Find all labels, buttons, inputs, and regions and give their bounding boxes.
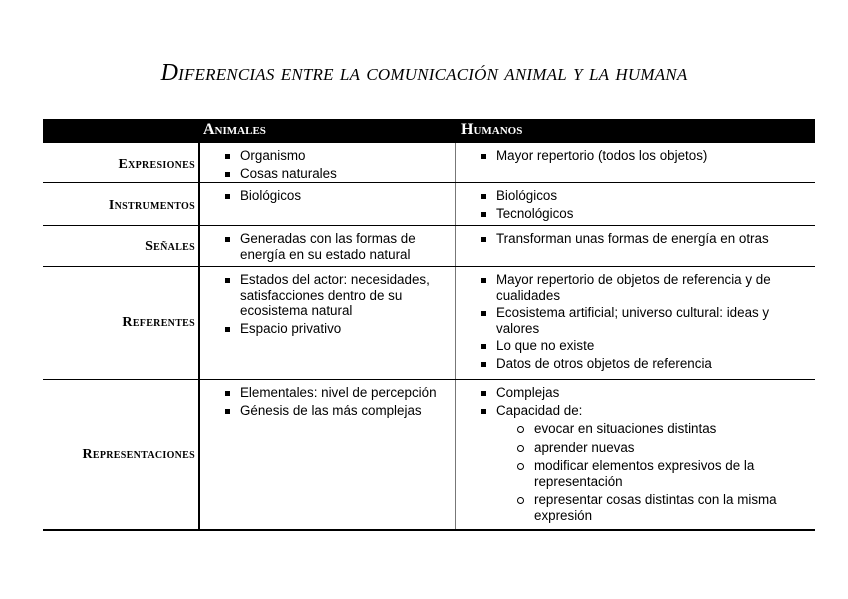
animales-cell <box>198 143 455 182</box>
list-item: Tecnológicos <box>456 206 814 222</box>
row-label: Expresiones <box>118 157 195 172</box>
list-item: Génesis de las más complejas <box>200 403 455 419</box>
humanos-cell <box>455 380 814 529</box>
sub-list-item: aprender nuevas <box>456 440 814 456</box>
row-label: Referentes <box>122 315 195 330</box>
table-row-representaciones <box>43 380 815 531</box>
sub-list-item: representar cosas distintas con la misma expresión <box>456 492 814 523</box>
animales-cell <box>198 183 455 225</box>
list-item: Elementales: nivel de percepción <box>200 385 455 401</box>
animales-cell <box>198 267 455 379</box>
humanos-cell <box>455 183 814 225</box>
animales-cell <box>198 226 455 266</box>
list-item: Datos de otros objetos de referencia <box>456 356 814 372</box>
list-item: Espacio privativo <box>200 321 455 337</box>
list-item: Mayor repertorio (todos los objetos) <box>456 148 814 164</box>
list-item: Generadas con las formas de energía en su estado natural <box>200 231 455 262</box>
table-row-referentes <box>43 267 815 380</box>
table-row-expresiones <box>43 143 815 183</box>
header-animales: Animales <box>203 121 266 138</box>
table-header <box>43 119 815 143</box>
row-label: Representaciones <box>82 447 195 462</box>
list-item: Biológicos <box>456 188 814 204</box>
header-humanos: Humanos <box>461 121 523 138</box>
page-title: Diferencias entre la comunicación animal y la humana <box>160 60 688 86</box>
humanos-cell <box>455 267 814 379</box>
humanos-cell <box>455 143 814 182</box>
list-item: Biológicos <box>200 188 455 204</box>
list-item: Transforman unas formas de energía en otras <box>456 231 814 247</box>
sub-list-item: modificar elementos expresivos de la representación <box>456 458 814 489</box>
humanos-cell <box>455 226 814 266</box>
list-item: Lo que no existe <box>456 338 814 354</box>
row-label: Instrumentos <box>108 198 195 213</box>
list-item: Cosas naturales <box>200 166 455 182</box>
table-row-senales <box>43 226 815 267</box>
sub-list-item: evocar en situaciones distintas <box>456 421 814 437</box>
list-item: Ecosistema artificial; universo cultural: ideas y valores <box>456 305 814 336</box>
list-item: Estados del actor: necesidades, satisfacciones dentro de su ecosistema natural <box>200 272 455 319</box>
list-item: Organismo <box>200 148 455 164</box>
list-item: Complejas <box>456 385 814 401</box>
row-label: Señales <box>145 239 195 254</box>
animales-cell <box>198 380 455 529</box>
table-row-instrumentos <box>43 183 815 226</box>
list-item: Capacidad de: <box>456 403 814 419</box>
list-item: Mayor repertorio de objetos de referencia y de cualidades <box>456 272 814 303</box>
